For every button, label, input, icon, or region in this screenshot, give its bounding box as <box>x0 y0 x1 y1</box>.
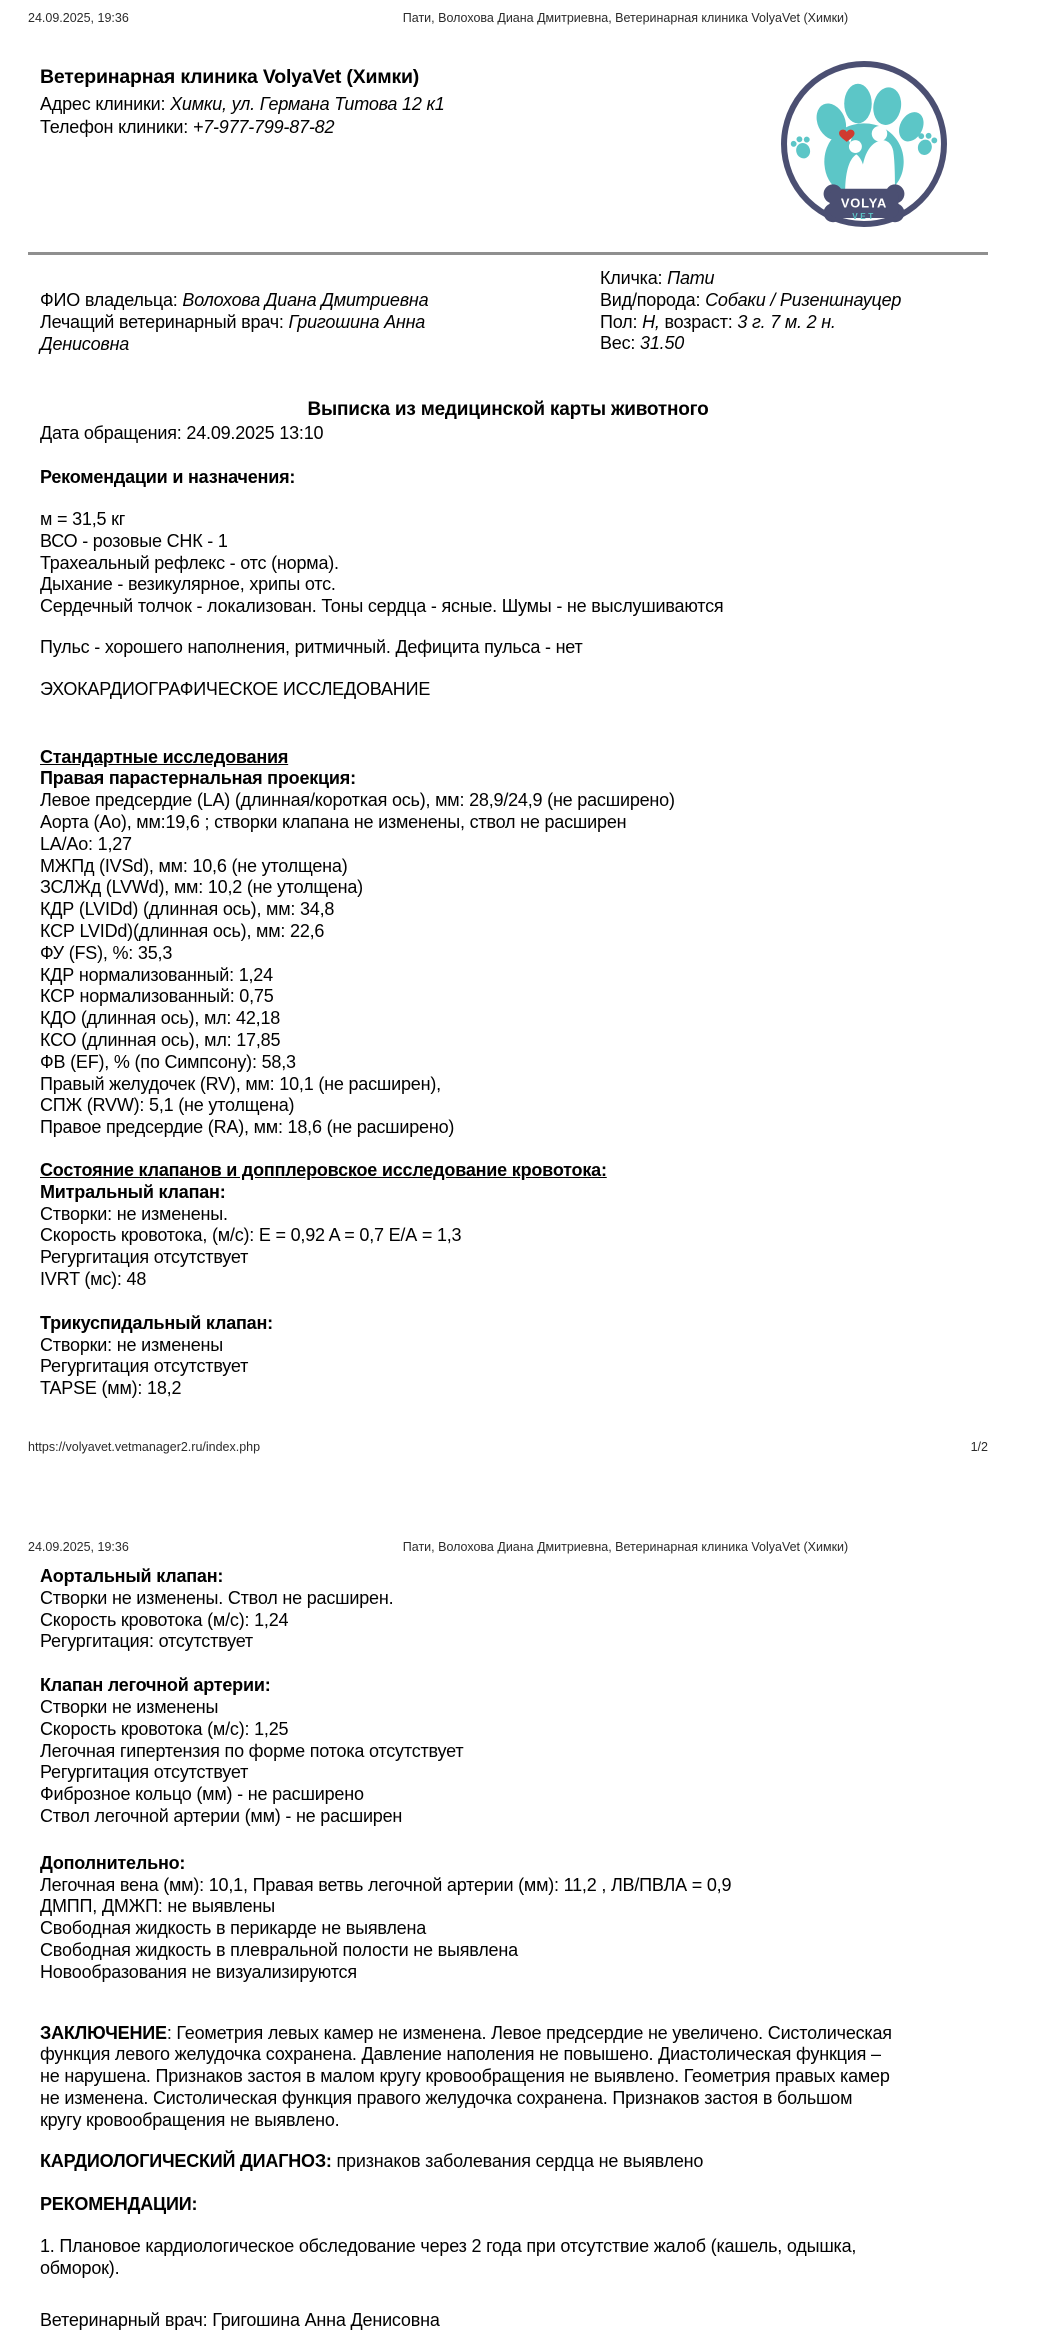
report-line: Скорость кровотока (м/с): 1,25 <box>40 1718 289 1739</box>
report-line: м = 31,5 кг <box>40 509 126 529</box>
print-header-page2 <box>28 1540 988 1554</box>
report-line: Пульс - хорошего наполнения, ритмичный. Дефицита пульса - нет <box>40 636 583 657</box>
sex-age-line: Пол: Н, возраст: 3 г. 7 м. 2 н. <box>600 311 836 332</box>
clinic-address-value: Химки, ул. Германа Титова 12 к1 <box>170 94 445 114</box>
projection-header: Правая парастернальная проекция: <box>40 768 356 789</box>
report-line: Регургитация отсутствует <box>40 1762 249 1783</box>
report-line: МЖПд (IVSd), мм: 10,6 (не утолщена) <box>40 855 348 876</box>
header-divider <box>28 252 988 255</box>
report-line: Легочная гипертензия по форме потока отсутствует <box>40 1740 464 1761</box>
report-line: IVRT (мс): 48 <box>40 1268 147 1289</box>
report-line: TAPSE (мм): 18,2 <box>40 1378 182 1399</box>
report-line: КСО (длинная ось), мл: 17,85 <box>40 1029 281 1050</box>
valves-doppler-header: Состояние клапанов и допплеровское исследование кровотока: <box>40 1159 607 1180</box>
additional-header: Дополнительно: <box>40 1852 186 1873</box>
print-datetime: 24.09.2025, 19:36 <box>28 1540 129 1554</box>
report-line: Фиброзное кольцо (мм) - не расширено <box>40 1784 364 1805</box>
clinic-logo <box>778 58 950 230</box>
owner-doctor-block <box>40 290 485 355</box>
report-line: ЗСЛЖд (LVWd), мм: 10,2 (не утолщена) <box>40 877 363 898</box>
report-line: Новообразования не визуализируются <box>40 1961 357 1982</box>
report-line: ФВ (EF), % (по Симпсону): 58,3 <box>40 1051 296 1072</box>
clinic-phone-value: +7-977-799-87-82 <box>192 117 335 137</box>
report-line: Скорость кровотока, (м/с): E = 0,92 A = 0,7 Е/А = 1,3 <box>40 1225 462 1246</box>
doctor-line: Лечащий ветеринарный врач: Григошина Анна Денисовна <box>40 311 426 354</box>
print-header <box>28 11 988 25</box>
recommendations-assignments-header: Рекомендации и назначения: <box>40 467 296 487</box>
report-line: Створки: не изменены <box>40 1334 224 1355</box>
volyavet-logo-icon <box>778 58 950 230</box>
report-line: Правое предсердие (RA), мм: 18,6 (не расширено) <box>40 1117 455 1138</box>
report-line: Скорость кровотока (м/с): 1,24 <box>40 1609 289 1630</box>
mitral-valve-header: Митральный клапан: <box>40 1181 226 1202</box>
report-line: Правый желудочек (RV), мм: 10,1 (не расширен), <box>40 1073 441 1094</box>
recommendation-item: 1. Плановое кардиологическое обследование через 2 года при отсутствие жалоб (кашель, одышка, обморок). <box>40 2236 857 2278</box>
logo-text-volya: VOLYA <box>840 195 888 211</box>
report-line: Створки не изменены <box>40 1696 219 1717</box>
report-line: КДР (LVIDd) (длинная ось), мм: 34,8 <box>40 899 335 920</box>
print-footer <box>28 1440 988 1454</box>
weight-line: Вес: 31.50 <box>600 333 685 354</box>
print-title: Пати, Волохова Диана Дмитриевна, Ветеринарная клиника VolyaVet (Химки) <box>402 1540 849 1554</box>
footer-url: https://volyavet.vetmanager2.ru/index.php <box>28 1440 261 1454</box>
clinic-info <box>40 66 445 139</box>
nickname-line: Кличка: Пати <box>600 268 715 288</box>
visit-date-label: Дата обращения: <box>40 423 182 443</box>
print-datetime: 24.09.2025, 19:36 <box>28 11 129 25</box>
recommendations-header: РЕКОМЕНДАЦИИ: <box>40 2194 198 2215</box>
report-line: Свободная жидкость в плевральной полости не выявлена <box>40 1939 518 1960</box>
report-line: КДР нормализованный: 1,24 <box>40 964 273 985</box>
report-line: КДО (длинная ось), мл: 42,18 <box>40 1008 281 1029</box>
report-line: ДМПП, ДМЖП: не выявлены <box>40 1896 275 1917</box>
echo-study-header: ЭХОКАРДИОГРАФИЧЕСКОЕ ИССЛЕДОВАНИЕ <box>40 678 431 699</box>
report-body-page1 <box>40 509 970 1400</box>
report-line: Трахеальный рефлекс - отс (норма). <box>40 552 339 573</box>
page-2 <box>0 1480 1047 2339</box>
report-line: Сердечный толчок - локализован. Тоны сердца - ясные. Шумы - не выслушиваются <box>40 596 724 617</box>
report-line: ВСО - розовые СНК - 1 <box>40 530 228 551</box>
document-title: Выписка из медицинской карты животного <box>307 399 709 420</box>
report-line: Дыхание - везикулярное, хрипы отс. <box>40 574 336 595</box>
visit-date-value: 24.09.2025 13:10 <box>186 423 324 443</box>
clinic-phone-label: Телефон клиники: <box>40 117 189 137</box>
report-line: Ствол легочной артерии (мм) - не расширен <box>40 1805 403 1826</box>
pulmonary-valve-header: Клапан легочной артерии: <box>40 1675 271 1696</box>
report-line: Створки не изменены. Ствол не расширен. <box>40 1587 394 1608</box>
tricuspid-valve-header: Трикуспидальный клапан: <box>40 1312 273 1333</box>
report-line: Свободная жидкость в перикарде не выявлена <box>40 1918 427 1939</box>
report-line: Регургитация отсутствует <box>40 1356 249 1377</box>
clinic-name: Ветеринарная клиника VolyaVet (Химки) <box>40 66 420 88</box>
report-body-page2 <box>40 1566 895 2332</box>
logo-text-vet: VET <box>852 211 876 221</box>
report-line: Регургитация: отсутствует <box>40 1631 253 1652</box>
vet-signature: Ветеринарный врач: Григошина Анна Денисовна <box>40 2309 440 2330</box>
report-line: Легочная вена (мм): 10,1, Правая ветвь легочной артерии (мм): 11,2 , ЛВ/ПВЛА = 0,9 <box>40 1874 732 1895</box>
footer-page-number: 1/2 <box>970 1440 988 1454</box>
report-line: СПЖ (RVW): 5,1 (не утолщена) <box>40 1095 295 1116</box>
report-line: КСР нормализованный: 0,75 <box>40 986 274 1007</box>
print-title: Пати, Волохова Диана Дмитриевна, Ветеринарная клиника VolyaVet (Химки) <box>402 11 849 25</box>
visit-date <box>40 423 323 444</box>
report-line: ФУ (FS), %: 35,3 <box>40 942 173 963</box>
report-line: Регургитация отсутствует <box>40 1247 249 1268</box>
conclusion: ЗАКЛЮЧЕНИЕ: Геометрия левых камер не изменена. Левое предсердие не увеличено. Систолическая функция левого желудочка сохранена. Давление наполения не повышено. Диастолическая функция – не нарушена. Признаков застоя в малом кругу кровообращения не выявлено. Геометрия правых камер не изменена. Систолическая функция правого желудочка сохранена. Признаков застоя в большом кругу кровообращения не выявлено. <box>40 2022 892 2130</box>
report-line: LA/Ao: 1,27 <box>40 833 132 854</box>
report-line: Аорта (Ао), мм:19,6 ; створки клапана не изменены, ствол не расширен <box>40 811 627 832</box>
clinic-phone <box>40 116 445 139</box>
owner-line: ФИО владельца: Волохова Диана Дмитриевна <box>40 290 429 310</box>
report-line: КСР LVIDd)(длинная ось), мм: 22,6 <box>40 920 325 941</box>
patient-info-block <box>600 268 989 355</box>
standard-studies-header: Стандартные исследования <box>40 746 289 767</box>
cardiology-diagnosis: КАРДИОЛОГИЧЕСКИЙ ДИАГНОЗ: признаков заболевания сердца не выявлено <box>40 2150 704 2171</box>
report-line: Левое предсердие (LA) (длинная/короткая ось), мм: 28,9/24,9 (не расширено) <box>40 790 675 811</box>
report-line: Створки: не изменены. <box>40 1203 228 1224</box>
species-line: Вид/порода: Собаки / Ризеншнауцер <box>600 289 902 310</box>
aortic-valve-header: Аортальный клапан: <box>40 1566 224 1586</box>
clinic-address-label: Адрес клиники: <box>40 94 166 114</box>
clinic-address <box>40 93 445 116</box>
